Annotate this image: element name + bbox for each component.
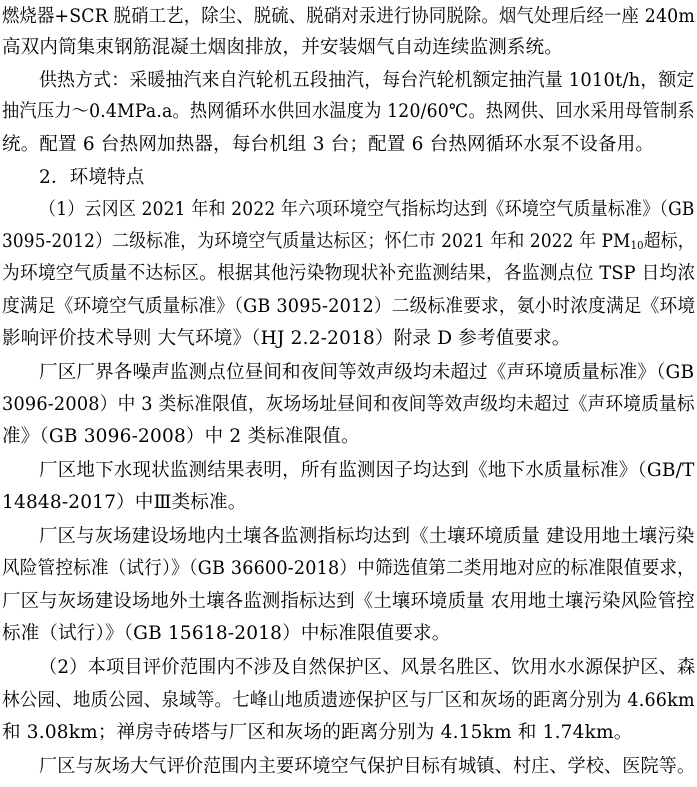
text-line: 为环境空气质量不达标区。根据其他污染物现状补充监测结果，各监测点位 TSP 日均浓: [2, 263, 696, 284]
text-line: 风险管控标准（试行）》（GB 36600-2018）中筛选值第二类用地对应的标准限值要求，: [2, 558, 695, 579]
text-line: 标准（试行）》（GB 15618-2018）中标准限值要求。: [2, 623, 451, 644]
text-line: 厂区厂界各噪声监测点位昼间和夜间等效声级均未超过《声环境质量标准》（GB: [39, 362, 695, 383]
text-line: 林公园、地质公园、泉域等。七峰山地质遗迹保护区与厂区和灰场的距离分别为 4.66km: [2, 690, 695, 711]
text-line: 和 3.08km；禅房寺砖塔与厂区和灰场的距离分别为 4.15km 和 1.74km。: [2, 722, 633, 743]
text-line: 统。配置 6 台热网加热器，每台机组 3 台；配置 6 台热网循环水泵不设备用。: [2, 134, 655, 155]
text-line: （2）本项目评价范围内不涉及自然保护区、风景名胜区、饮用水水源保护区、森: [39, 657, 696, 678]
text-segment: 3095-2012）二级标准，为环境空气质量达标区；怀仁市 2021 年和 2022 年 PM: [2, 231, 631, 252]
text-line: 影响评价技术导则 大气环境》（HJ 2.2-2018）附录 D 参考值要求。: [2, 328, 571, 349]
text-line: 厂区与灰场大气评价范围内主要环境空气保护目标有城镇、村庄、学校、医院等。: [39, 756, 696, 777]
text-line: 厂区地下水现状监测结果表明，所有监测因子均达到《地下水质量标准》（GB/T: [39, 460, 695, 481]
pm-subscript: 10: [630, 239, 644, 252]
text-line: 准》（GB 3096-2008）中 2 类标准限值。: [2, 426, 360, 447]
text-line: [2, 227, 695, 257]
text-line: 高双内筒集束钢筋混凝土烟囱排放，并安装烟气自动连续监测系统。: [2, 37, 564, 58]
text-segment: 超标，: [643, 231, 695, 252]
text-line: 供热方式：采暖抽汽来自汽轮机五段抽汽，每台汽轮机额定抽汽量 1010t/h，额定: [39, 70, 695, 91]
text-line: 燃烧器+SCR 脱硝工艺，除尘、脱硫、脱硝对汞进行协同脱除。烟气处理后经一座 240m: [2, 6, 695, 27]
text-line: 度满足《环境空气质量标准》（GB 3095-2012）二级标准要求，氨小时浓度满足《环境: [2, 296, 696, 317]
section-heading: 2．环境特点: [39, 167, 145, 188]
text-line: 3096-2008）中 3 类标准限值，灰场场址昼间和夜间等效声级均未超过《声环境质量标: [2, 394, 695, 415]
text-line: 厂区与灰场建设场地外土壤各监测指标达到《土壤环境质量 农用地土壤污染风险管控: [2, 591, 695, 612]
text-line: 14848-2017）中Ⅲ类标准。: [2, 492, 247, 513]
text-line: 抽汽压力～0.4MPa.a。热网循环水供回水温度为 120/60℃。热网供、回水采用母管制系: [2, 101, 695, 122]
text-line: 厂区与灰场建设场地内土壤各监测指标均达到《土壤环境质量 建设用地土壤污染: [39, 526, 695, 547]
text-line: （1）云冈区 2021 年和 2022 年六项环境空气指标均达到《环境空气质量标准》（GB: [39, 199, 695, 220]
